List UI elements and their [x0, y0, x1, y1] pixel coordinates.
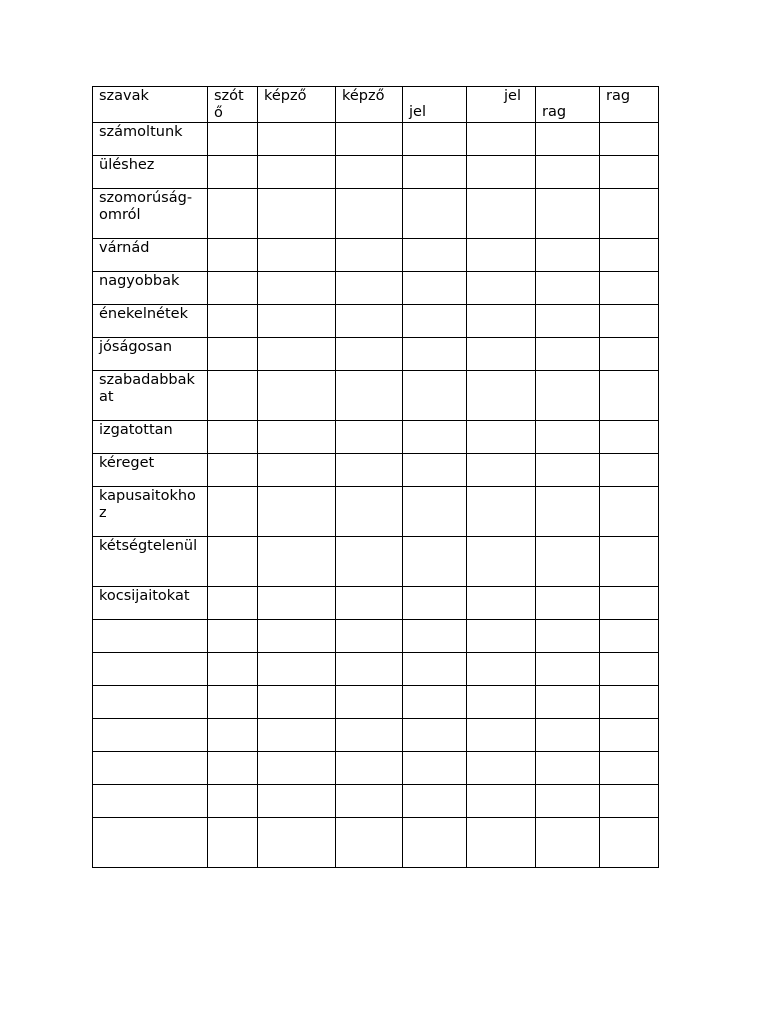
- blank-cell: [600, 156, 659, 189]
- blank-cell: [336, 239, 403, 272]
- blank-cell: [403, 752, 467, 785]
- blank-cell: [336, 272, 403, 305]
- blank-cell: [258, 123, 336, 156]
- blank-cell: [600, 189, 659, 239]
- word-cell: üléshez: [93, 156, 208, 189]
- header-cell-kepzo-1: képző: [258, 87, 336, 123]
- blank-cell: [536, 719, 600, 752]
- blank-cell: [536, 272, 600, 305]
- blank-cell: [258, 421, 336, 454]
- blank-cell: [536, 371, 600, 421]
- blank-cell: [258, 189, 336, 239]
- blank-cell: [600, 686, 659, 719]
- header-cell-jel-1: jel: [403, 87, 467, 123]
- header-cell-szoto: szótő: [208, 87, 258, 123]
- blank-cell: [403, 653, 467, 686]
- blank-cell: [403, 338, 467, 371]
- blank-cell: [600, 421, 659, 454]
- blank-cell: [403, 272, 467, 305]
- blank-cell: [258, 338, 336, 371]
- blank-cell: [403, 487, 467, 537]
- table-row: [93, 371, 659, 421]
- blank-cell: [336, 156, 403, 189]
- blank-cell: [258, 305, 336, 338]
- header-cell-kepzo-2: képző: [336, 87, 403, 123]
- blank-cell: [467, 620, 536, 653]
- word-cell: izgatottan: [93, 421, 208, 454]
- blank-cell: [258, 454, 336, 487]
- blank-cell: [467, 537, 536, 587]
- blank-cell: [600, 537, 659, 587]
- blank-cell: [467, 487, 536, 537]
- blank-cell: [467, 338, 536, 371]
- blank-cell: [403, 189, 467, 239]
- blank-cell: [467, 653, 536, 686]
- word-cell: kocsijaitokat: [93, 587, 208, 620]
- word-cell: [93, 752, 208, 785]
- blank-cell: [403, 123, 467, 156]
- blank-cell: [536, 818, 600, 868]
- blank-cell: [536, 189, 600, 239]
- blank-cell: [258, 653, 336, 686]
- blank-cell: [258, 620, 336, 653]
- blank-cell: [208, 818, 258, 868]
- blank-cell: [467, 189, 536, 239]
- blank-cell: [600, 239, 659, 272]
- blank-cell: [600, 587, 659, 620]
- table-row: [93, 537, 659, 587]
- blank-cell: [536, 785, 600, 818]
- blank-cell: [600, 123, 659, 156]
- blank-cell: [600, 305, 659, 338]
- blank-cell: [403, 686, 467, 719]
- word-cell: szabadabbakat: [93, 371, 208, 421]
- blank-cell: [258, 487, 336, 537]
- blank-cell: [536, 686, 600, 719]
- blank-cell: [208, 537, 258, 587]
- blank-cell: [208, 338, 258, 371]
- blank-cell: [600, 785, 659, 818]
- blank-cell: [258, 686, 336, 719]
- blank-cell: [467, 818, 536, 868]
- blank-cell: [536, 305, 600, 338]
- blank-cell: [536, 537, 600, 587]
- blank-cell: [600, 818, 659, 868]
- blank-cell: [403, 454, 467, 487]
- word-cell: kapusaitokhoz: [93, 487, 208, 537]
- blank-cell: [336, 818, 403, 868]
- blank-cell: [467, 421, 536, 454]
- word-cell: nagyobbak: [93, 272, 208, 305]
- blank-cell: [208, 421, 258, 454]
- blank-cell: [208, 686, 258, 719]
- blank-cell: [258, 239, 336, 272]
- empty-table-row: [93, 752, 659, 785]
- blank-cell: [336, 421, 403, 454]
- word-cell: [93, 719, 208, 752]
- blank-cell: [403, 305, 467, 338]
- blank-cell: [208, 123, 258, 156]
- blank-cell: [536, 421, 600, 454]
- blank-cell: [258, 156, 336, 189]
- blank-cell: [600, 620, 659, 653]
- blank-cell: [536, 156, 600, 189]
- blank-cell: [208, 272, 258, 305]
- blank-cell: [258, 719, 336, 752]
- table-row: [93, 587, 659, 620]
- blank-cell: [467, 785, 536, 818]
- header-cell-rag-2: rag: [600, 87, 659, 123]
- blank-cell: [336, 785, 403, 818]
- blank-cell: [600, 371, 659, 421]
- word-cell: kéreget: [93, 454, 208, 487]
- blank-cell: [258, 587, 336, 620]
- empty-table-row: [93, 785, 659, 818]
- empty-table-row: [93, 653, 659, 686]
- blank-cell: [536, 587, 600, 620]
- blank-cell: [258, 818, 336, 868]
- blank-cell: [208, 620, 258, 653]
- blank-cell: [336, 537, 403, 587]
- table-row: [93, 487, 659, 537]
- blank-cell: [336, 719, 403, 752]
- empty-table-row: [93, 818, 659, 868]
- blank-cell: [403, 587, 467, 620]
- table-row: [93, 272, 659, 305]
- blank-cell: [536, 653, 600, 686]
- empty-table-row: [93, 719, 659, 752]
- blank-cell: [403, 156, 467, 189]
- word-cell: [93, 620, 208, 653]
- word-cell: kétségtelenül: [93, 537, 208, 587]
- blank-cell: [403, 371, 467, 421]
- blank-cell: [336, 587, 403, 620]
- blank-cell: [336, 620, 403, 653]
- blank-cell: [208, 305, 258, 338]
- blank-cell: [467, 305, 536, 338]
- blank-cell: [208, 752, 258, 785]
- table-row: [93, 338, 659, 371]
- blank-cell: [258, 752, 336, 785]
- blank-cell: [467, 123, 536, 156]
- word-cell: szomorúság-omról: [93, 189, 208, 239]
- blank-cell: [600, 487, 659, 537]
- blank-cell: [536, 239, 600, 272]
- empty-table-row: [93, 686, 659, 719]
- blank-cell: [336, 487, 403, 537]
- blank-cell: [600, 272, 659, 305]
- blank-cell: [467, 719, 536, 752]
- blank-cell: [467, 371, 536, 421]
- table-row: [93, 305, 659, 338]
- blank-cell: [600, 454, 659, 487]
- blank-cell: [336, 189, 403, 239]
- header-cell-szavak: szavak: [93, 87, 208, 123]
- blank-cell: [208, 239, 258, 272]
- blank-cell: [536, 752, 600, 785]
- blank-cell: [208, 653, 258, 686]
- blank-cell: [403, 818, 467, 868]
- table-row: [93, 156, 659, 189]
- table-row: [93, 454, 659, 487]
- blank-cell: [336, 123, 403, 156]
- word-cell: [93, 686, 208, 719]
- blank-cell: [208, 587, 258, 620]
- header-row: [93, 87, 659, 123]
- word-cell: [93, 818, 208, 868]
- word-cell: várnád: [93, 239, 208, 272]
- word-cell: [93, 653, 208, 686]
- blank-cell: [467, 239, 536, 272]
- table-row: [93, 239, 659, 272]
- blank-cell: [403, 620, 467, 653]
- blank-cell: [467, 587, 536, 620]
- table-row: [93, 123, 659, 156]
- blank-cell: [336, 371, 403, 421]
- word-cell: jóságosan: [93, 338, 208, 371]
- table-row: [93, 189, 659, 239]
- blank-cell: [467, 686, 536, 719]
- blank-cell: [467, 752, 536, 785]
- blank-cell: [208, 189, 258, 239]
- blank-cell: [467, 454, 536, 487]
- blank-cell: [467, 272, 536, 305]
- blank-cell: [600, 653, 659, 686]
- blank-cell: [258, 371, 336, 421]
- blank-cell: [403, 785, 467, 818]
- blank-cell: [208, 719, 258, 752]
- blank-cell: [536, 487, 600, 537]
- blank-cell: [208, 487, 258, 537]
- blank-cell: [536, 338, 600, 371]
- table-row: [93, 421, 659, 454]
- blank-cell: [208, 371, 258, 421]
- blank-cell: [336, 338, 403, 371]
- blank-cell: [403, 239, 467, 272]
- blank-cell: [208, 156, 258, 189]
- blank-cell: [336, 454, 403, 487]
- word-cell: [93, 785, 208, 818]
- blank-cell: [536, 123, 600, 156]
- header-cell-jel-2: jel: [467, 87, 536, 123]
- blank-cell: [403, 719, 467, 752]
- blank-cell: [600, 752, 659, 785]
- blank-cell: [403, 421, 467, 454]
- blank-cell: [600, 719, 659, 752]
- blank-cell: [336, 752, 403, 785]
- blank-cell: [600, 338, 659, 371]
- empty-table-row: [93, 620, 659, 653]
- word-analysis-table: [92, 86, 659, 868]
- blank-cell: [467, 156, 536, 189]
- blank-cell: [336, 305, 403, 338]
- blank-cell: [536, 620, 600, 653]
- blank-cell: [336, 686, 403, 719]
- blank-cell: [258, 785, 336, 818]
- blank-cell: [258, 537, 336, 587]
- word-cell: számoltunk: [93, 123, 208, 156]
- blank-cell: [258, 272, 336, 305]
- blank-cell: [403, 537, 467, 587]
- word-cell: énekelnétek: [93, 305, 208, 338]
- blank-cell: [336, 653, 403, 686]
- blank-cell: [536, 454, 600, 487]
- blank-cell: [208, 785, 258, 818]
- header-cell-rag-1: rag: [536, 87, 600, 123]
- blank-cell: [208, 454, 258, 487]
